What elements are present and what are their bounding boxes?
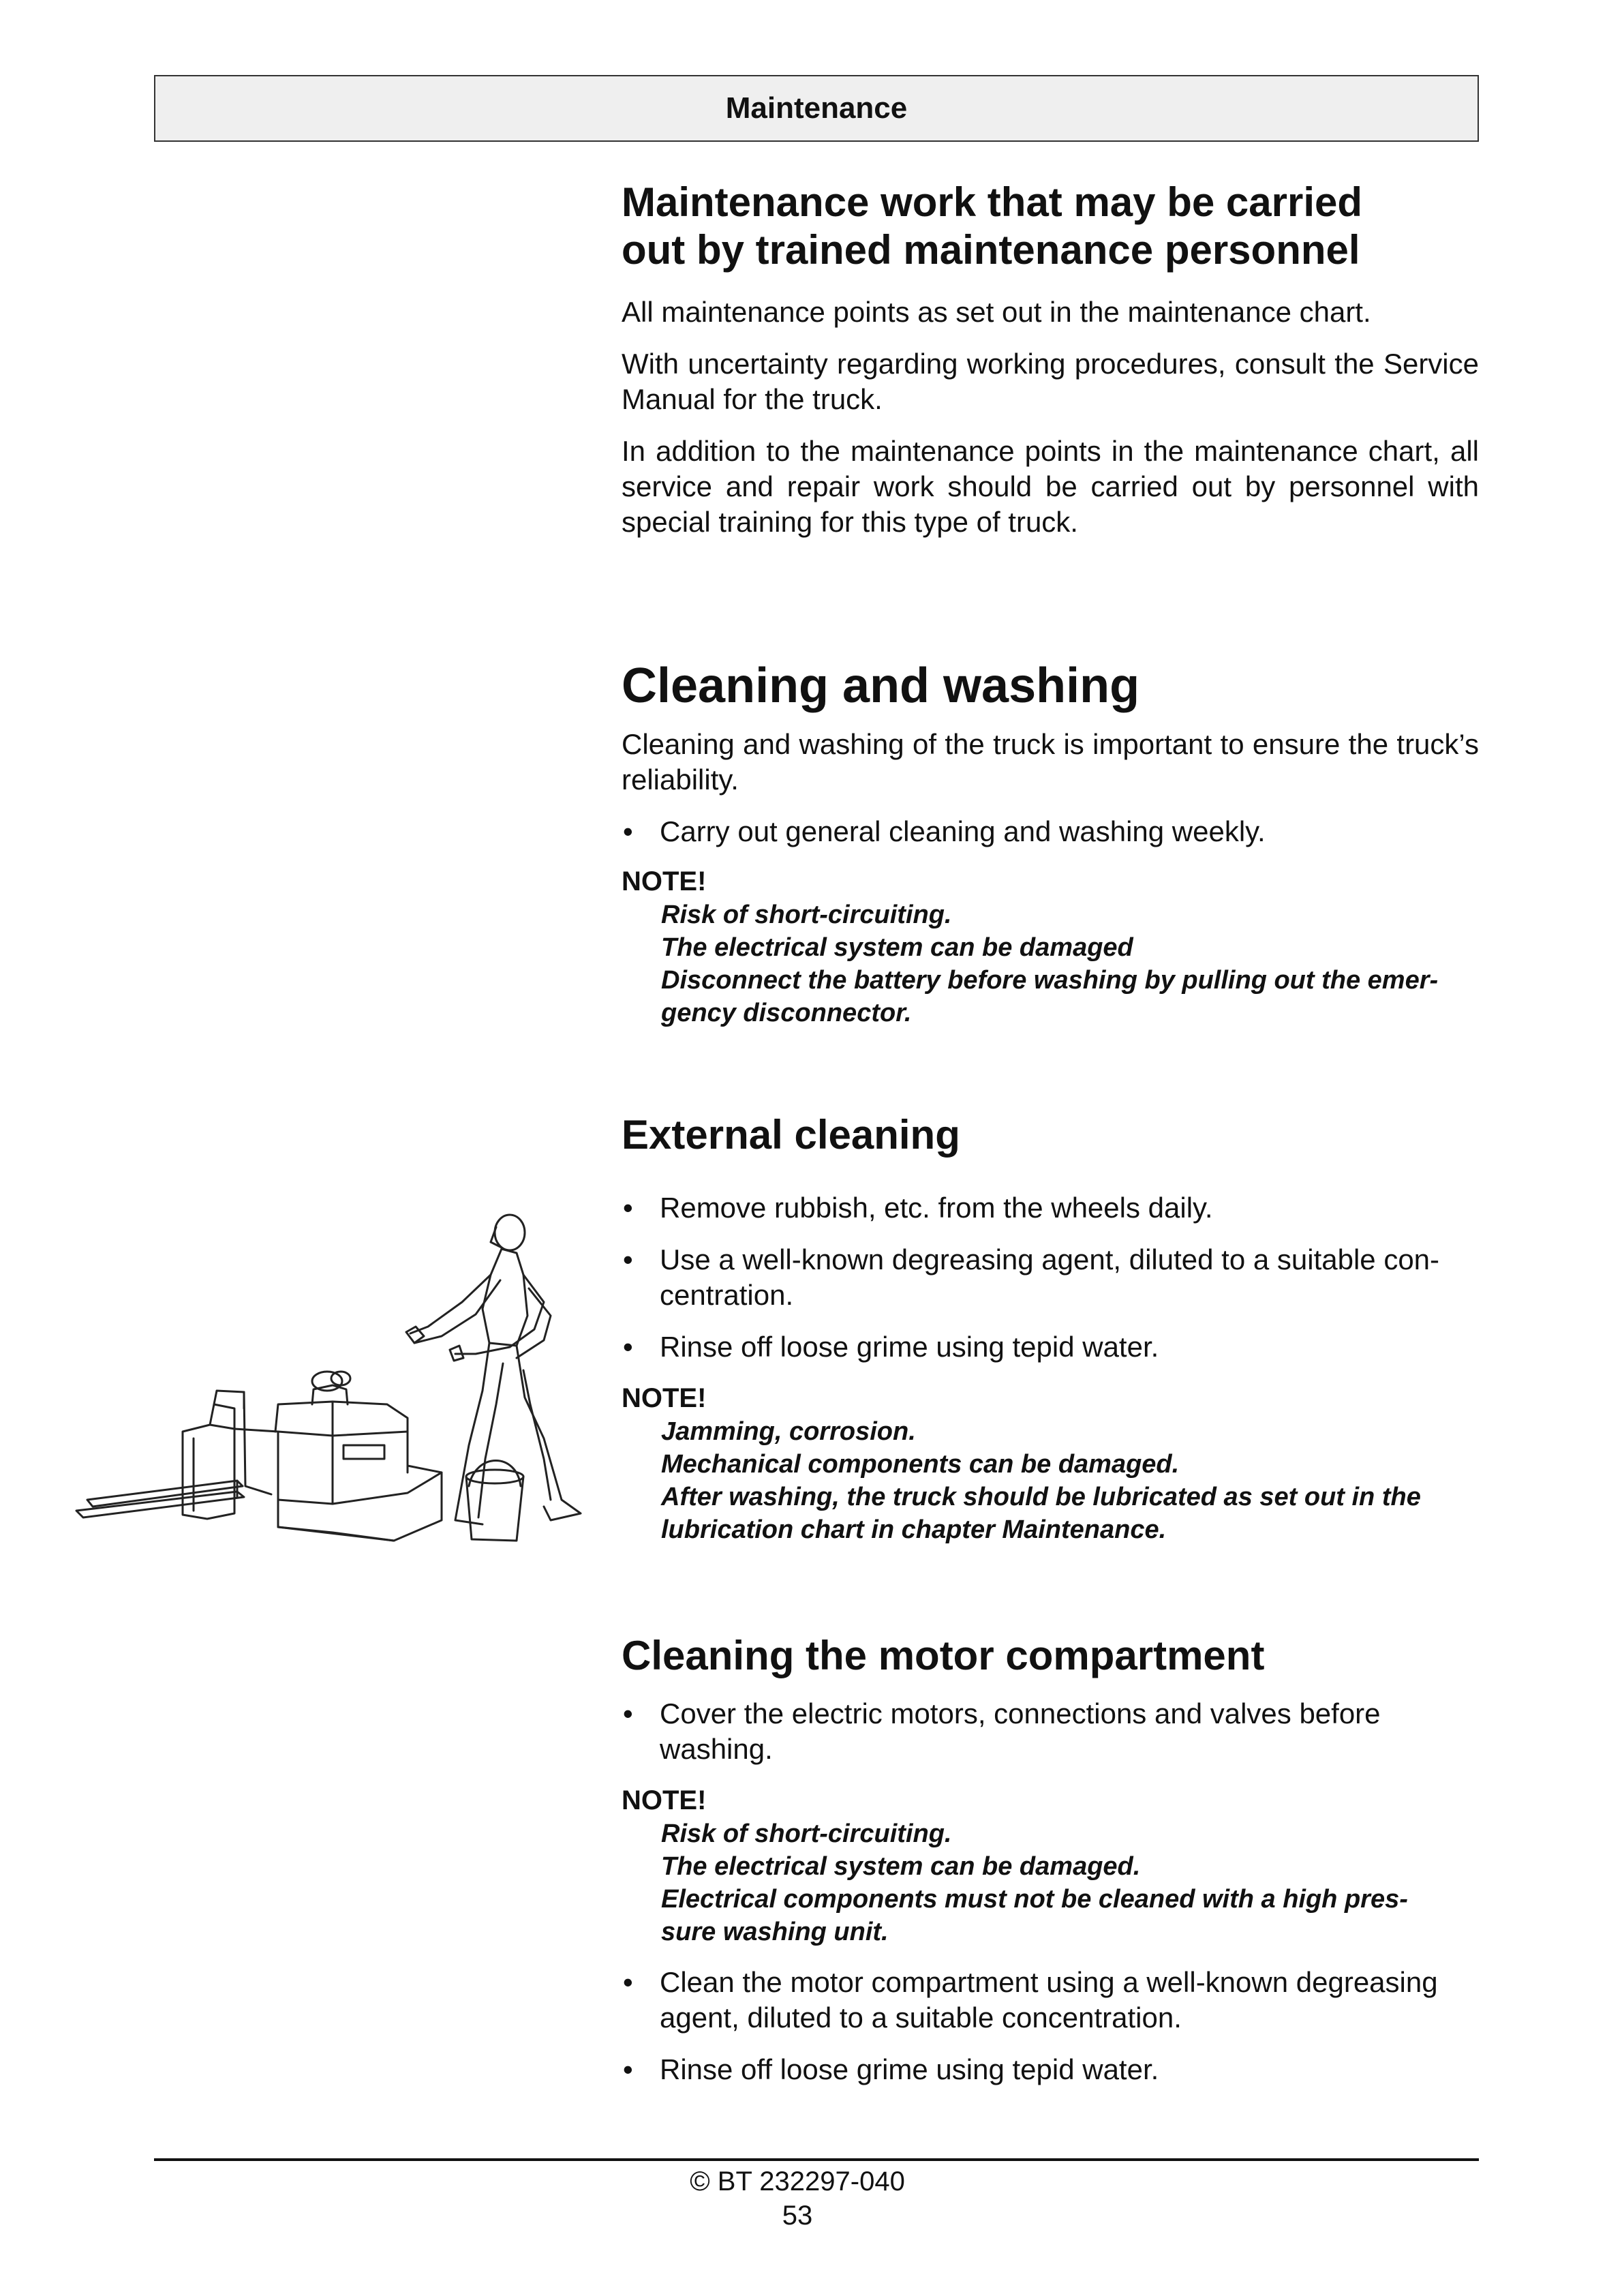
list-item: • Rinse off loose grime using tepid water. [622,2052,1479,2087]
section-heading: Cleaning and washing [622,659,1140,713]
list-item: • Clean the motor compartment using a well-known degreasing agent, diluted to a suitable concentration. [622,1965,1479,2036]
note-text: Jamming, corrosion. [661,1417,916,1446]
note-text: Disconnect the battery before washing by pulling out the emer- [661,966,1439,995]
section-heading: External cleaning [622,1112,960,1158]
note-text: lubrication chart in chapter Maintenance. [661,1515,1167,1544]
list-item: • Rinse off loose grime using tepid water. [622,1329,1479,1365]
note-text: The electrical system can be damaged [661,933,1133,962]
paragraph: All maintenance points as set out in the maintenance chart. [622,296,1371,328]
list-item: • Carry out general cleaning and washing weekly. [622,814,1479,849]
footer-rule [154,2158,1479,2161]
note-title: NOTE! [622,1383,707,1413]
section-external-cleaning [622,1111,1479,1546]
list-item: • Use a well-known degreasing agent, diluted to a suitable con-centration. [622,1242,1479,1313]
note-text: Risk of short-circuiting. [661,901,952,929]
page-number: 53 [782,2201,813,2231]
truck-cleaning-illustration [74,1200,605,1554]
note-text: After washing, the truck should be lubricated as set out in the [661,1483,1421,1511]
note-text: Electrical components must not be cleaned with a high pres- [661,1885,1408,1914]
page-header [154,75,1479,142]
section-heading: Cleaning the motor compartment [622,1633,1265,1678]
note-text: sure washing unit. [661,1918,889,1946]
paragraph: Cleaning and washing of the truck is important to ensure the truck’s reliability. [622,728,1479,796]
paragraph: With uncertainty regarding working procedures, consult the Service Manual for the truck. [622,348,1479,415]
note-text: The electrical system can be damaged. [661,1852,1141,1881]
section-cleaning-washing [622,657,1479,1029]
note-text: Mechanical components can be damaged. [661,1450,1180,1479]
header-title: Maintenance [725,91,908,125]
document-code: © BT 232297-040 [690,2166,905,2196]
section-motor-compartment [622,1632,1479,2087]
note-title: NOTE! [622,866,707,896]
note-text: Risk of short-circuiting. [661,1819,952,1848]
section-trained-personnel [622,179,1479,540]
paragraph: In addition to the maintenance points in the maintenance chart, all service and repair work should be carried out by personnel with special training for this type of truck. [622,435,1479,538]
list-item: • Cover the electric motors, connections and valves before washing. [622,1696,1479,1767]
section-heading: Maintenance work that may be carried out by trained maintenance personnel [622,179,1363,273]
note-text: gency disconnector. [661,999,912,1027]
note-title: NOTE! [622,1785,707,1815]
list-item: • Remove rubbish, etc. from the wheels daily. [622,1190,1479,1226]
